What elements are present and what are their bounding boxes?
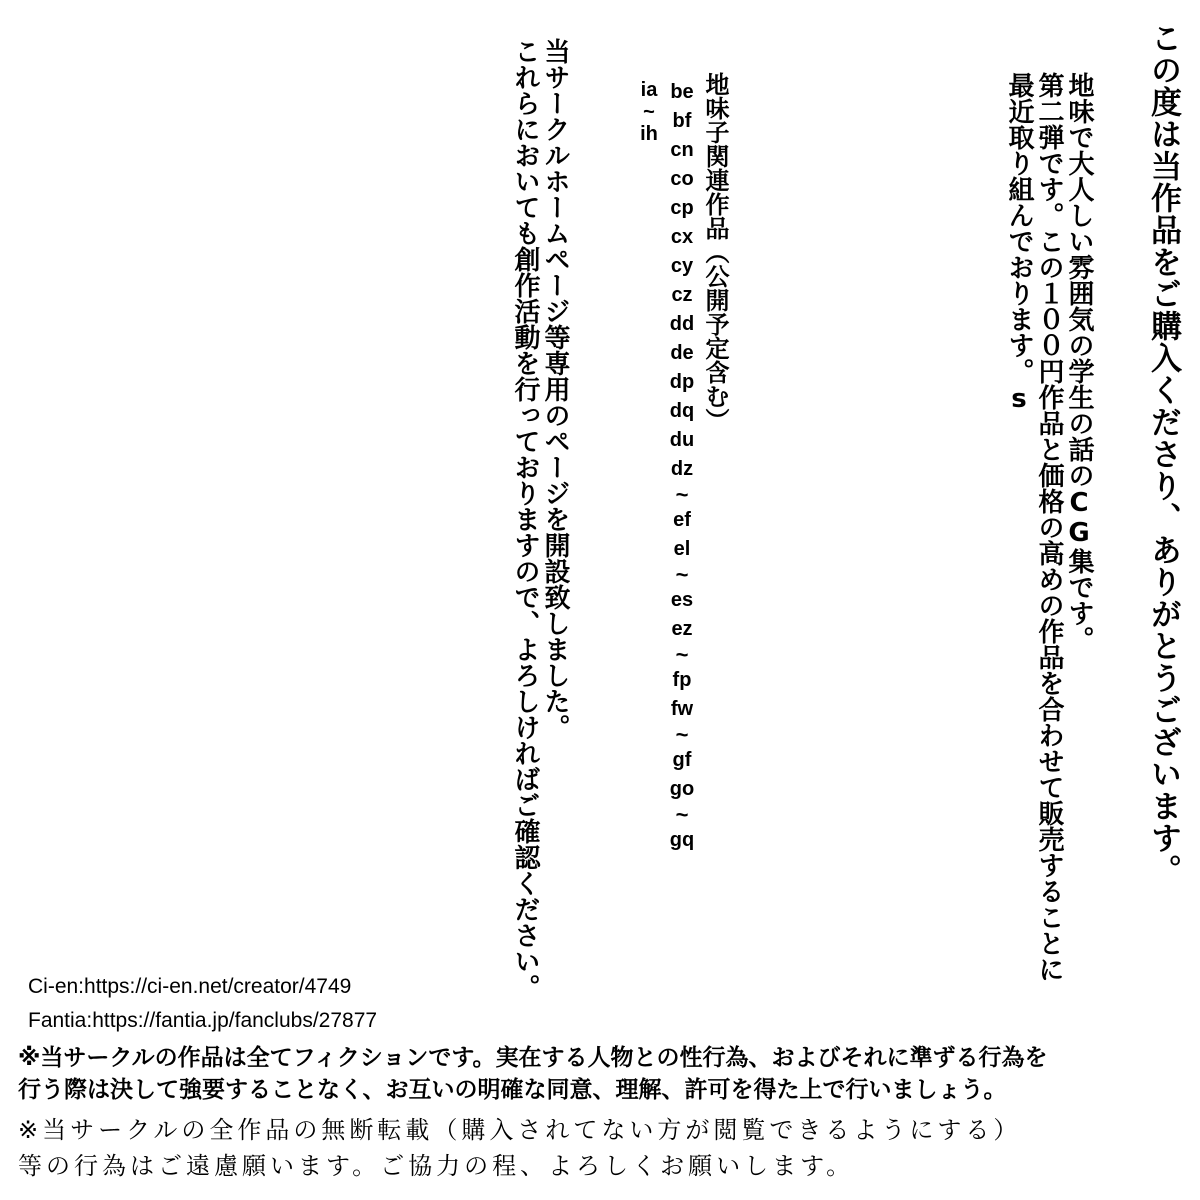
related-code-item: cx	[670, 226, 694, 248]
circle-homepage-info-line-1: 当サークルホームページ等専用のページを開設致しました。	[540, 38, 570, 740]
related-code-range-tilde: ~	[675, 722, 689, 747]
work-description-line-2: 第二弾です。この１００円作品と価格の高めの作品を合わせて販売することに	[1034, 72, 1064, 982]
cien-link[interactable]: Ci-en:https://ci-en.net/creator/4749	[28, 975, 352, 998]
related-code-range-tilde: ~	[675, 642, 689, 667]
related-code-item: go	[669, 778, 695, 800]
fiction-notice-line-1: ※当サークルの作品は全てフィクションです。実在する人物との性行為、およびそれに準ずる行為を	[18, 1045, 1048, 1071]
repost-notice-line-1: ※当サークルの全作品の無断転載（購入されてない方が閲覧できるようにする）	[18, 1116, 1022, 1144]
related-code-item: es	[670, 589, 694, 611]
related-code-item: dp	[669, 371, 695, 393]
related-works-title: 地味子関連作品（公開予定含む）	[701, 72, 729, 432]
related-code-item: gq	[669, 829, 695, 851]
repost-notice	[18, 1112, 1188, 1184]
related-code-item: cn	[670, 139, 694, 161]
repost-notice-line-2: 等の行為はご遠慮願います。ご協力の程、よろしくお願いします。	[18, 1152, 855, 1180]
related-code-item: de	[670, 342, 694, 364]
fiction-notice	[18, 1042, 1188, 1106]
related-side-code-item: ih	[640, 123, 658, 145]
related-code-item: gf	[672, 749, 692, 771]
fiction-notice-line-2: 行う際は決して強要することなく、お互いの明確な同意、理解、許可を得た上で行いましょう。	[18, 1077, 1007, 1103]
work-description	[1004, 72, 1094, 982]
related-code-item: cy	[670, 255, 694, 277]
related-code-item: cp	[670, 197, 694, 219]
related-code-item: el	[673, 538, 691, 560]
related-code-range-tilde: ~	[675, 562, 689, 587]
circle-homepage-info	[510, 38, 570, 1000]
circle-homepage-info-line-2: これらにおいても創作活動を行っておりますので、よろしければご確認ください。	[510, 38, 540, 1000]
work-description-line-3: 最近取り組んでおります。s	[1004, 72, 1034, 414]
related-code-range-tilde: ~	[675, 482, 689, 507]
related-code-item: fp	[672, 669, 692, 691]
related-code-item: dz	[670, 458, 694, 480]
related-code-item: ez	[671, 618, 693, 640]
related-code-range-tilde: ~	[675, 802, 689, 827]
related-code-item: fw	[670, 698, 694, 720]
related-works-code-list	[655, 78, 709, 855]
related-side-code-item: ia	[640, 79, 658, 101]
related-code-item: dq	[669, 400, 695, 422]
thanks-message: この度は当作品をご購入くださり、ありがとうございます。	[1145, 22, 1181, 886]
related-code-item: cz	[671, 284, 693, 306]
related-works-side-code-list	[632, 78, 666, 146]
related-code-item: be	[670, 81, 694, 103]
related-side-code-range-tilde: ~	[643, 101, 655, 123]
work-description-line-1: 地味で大人しい雰囲気の学生の話のCG集です。	[1064, 72, 1094, 652]
related-code-item: dd	[669, 313, 695, 335]
related-code-item: bf	[672, 110, 692, 132]
related-code-item: co	[670, 168, 694, 190]
related-code-item: ef	[673, 509, 691, 531]
fantia-link[interactable]: Fantia:https://fantia.jp/fanclubs/27877	[28, 1009, 378, 1032]
related-code-item: du	[669, 429, 695, 451]
